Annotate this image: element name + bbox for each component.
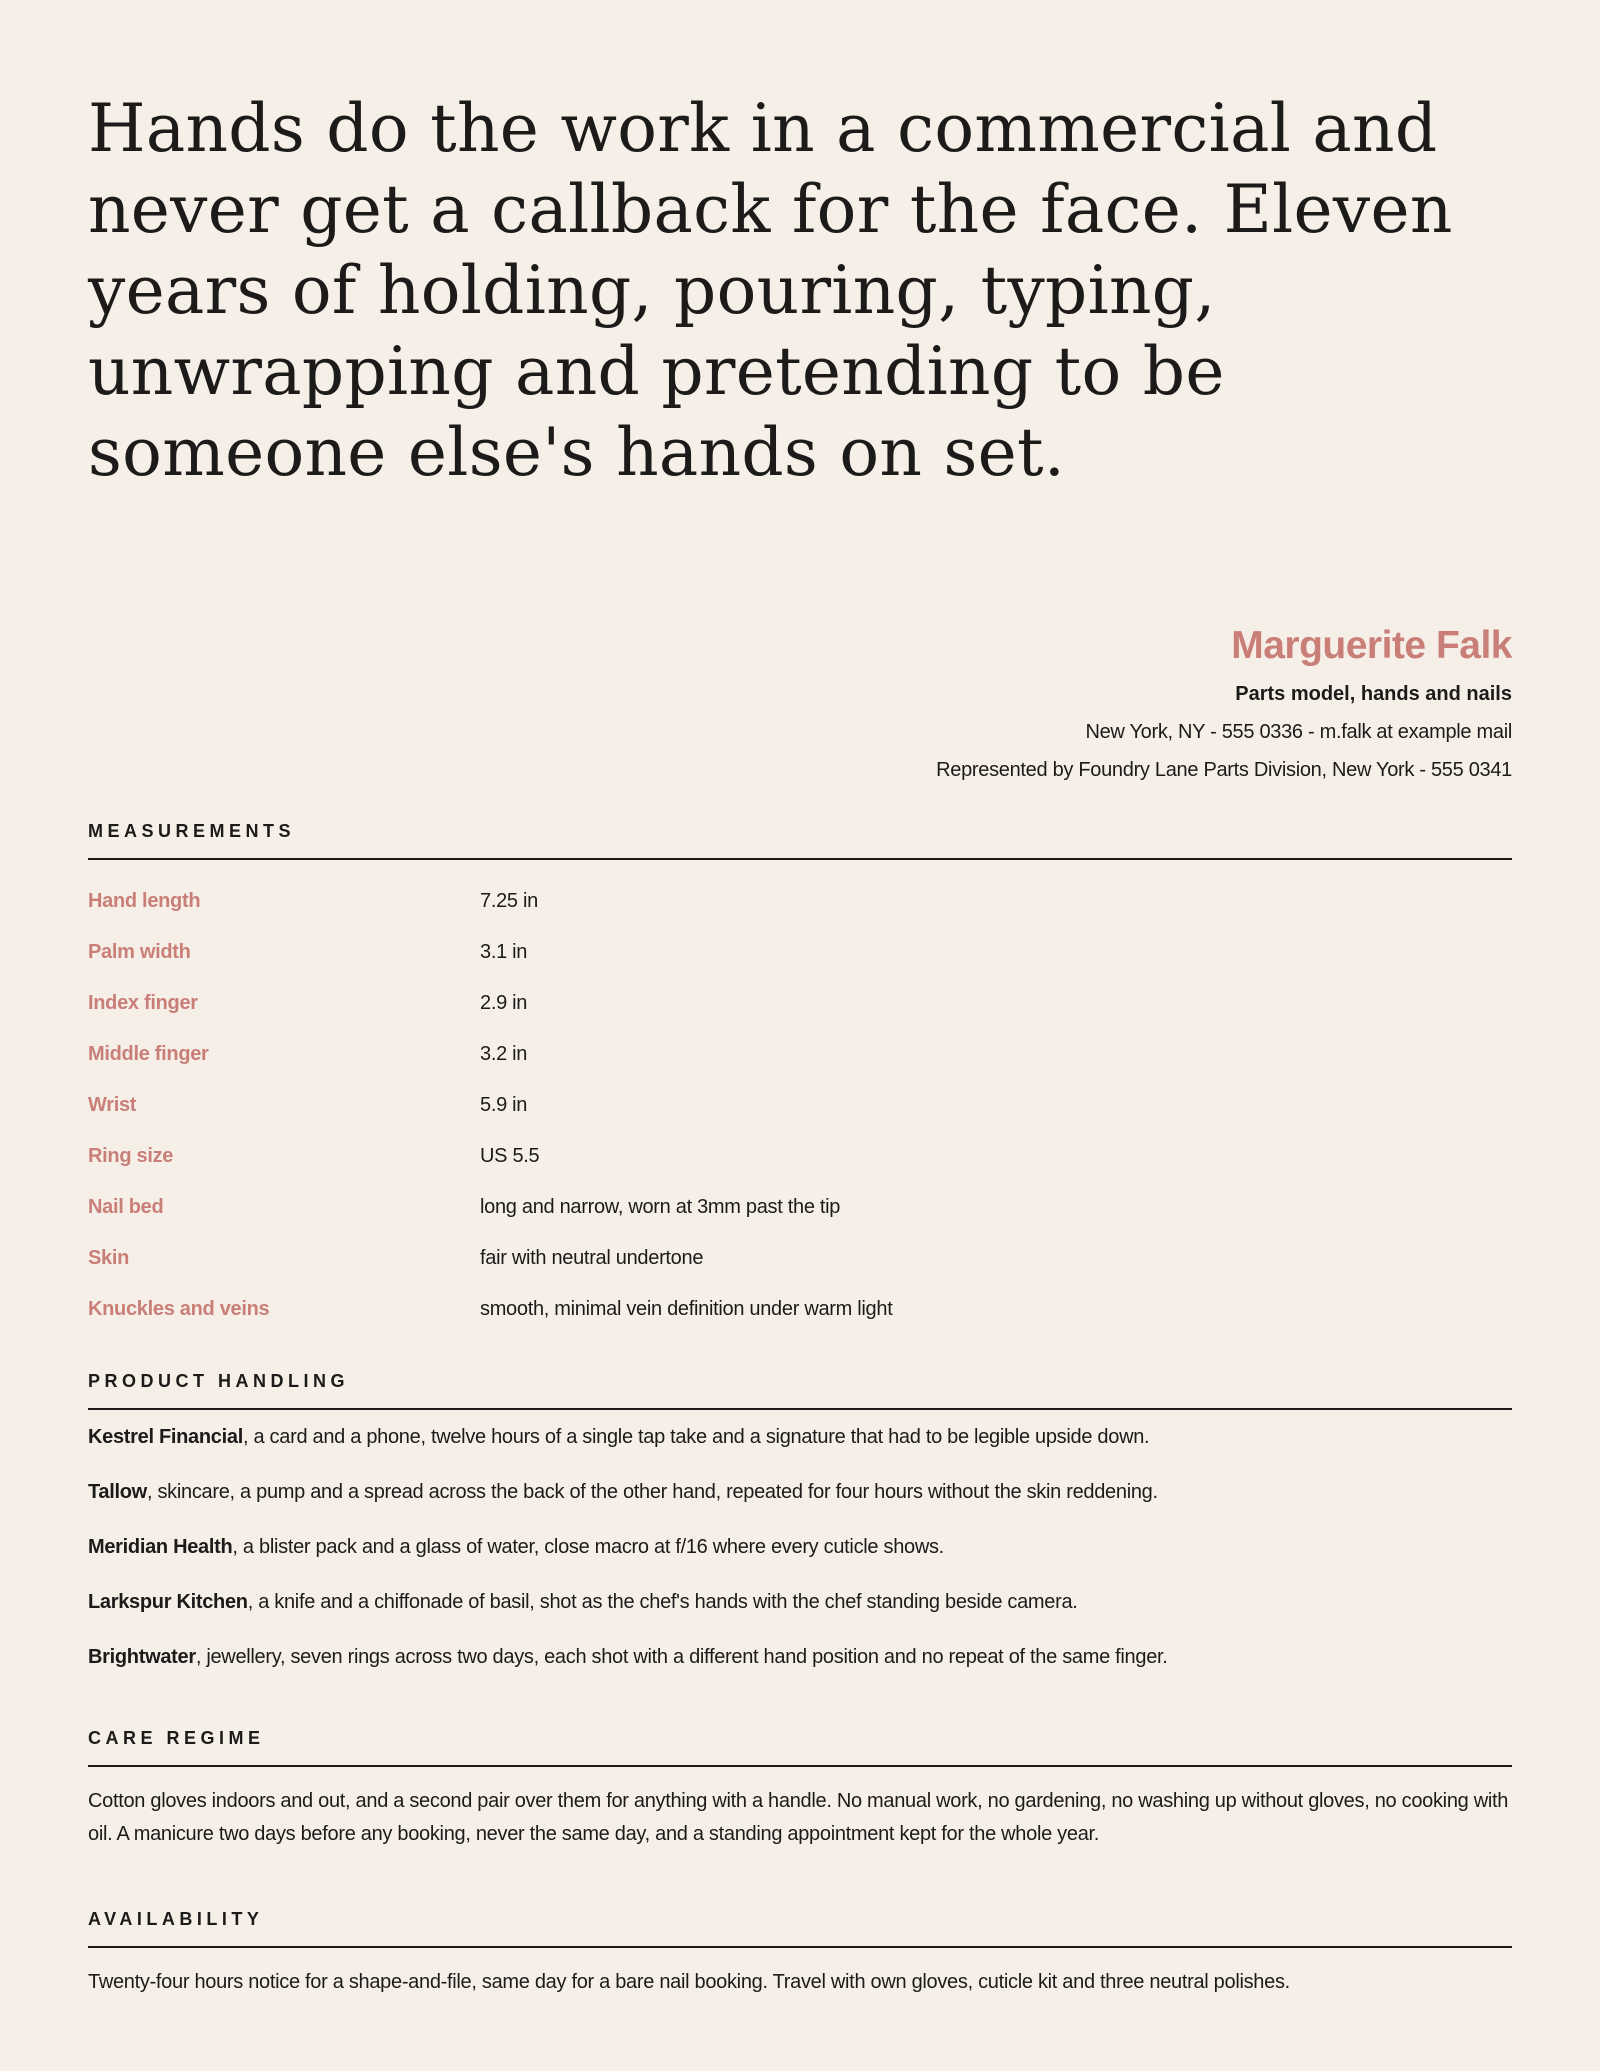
handling-brand: Meridian Health (88, 1536, 233, 1558)
measurement-row (88, 1029, 1512, 1080)
measurement-row (88, 1080, 1512, 1131)
availability-title: AVAILABILITY (88, 1909, 1512, 1948)
measurement-value: long and narrow, worn at 3mm past the tip (480, 1196, 841, 1218)
measurement-value: US 5.5 (480, 1145, 540, 1167)
measurements-table (88, 860, 1512, 1335)
handling-item (88, 1644, 1512, 1670)
handling-brand: Kestrel Financial (88, 1426, 243, 1448)
measurement-row (88, 978, 1512, 1029)
measurement-value: fair with neutral undertone (480, 1247, 704, 1269)
measurement-row (88, 1131, 1512, 1182)
availability-text: Twenty-four hours notice for a shape-and-file, same day for a bare nail booking. Travel with own gloves, cuticle kit and three neutral polishes. (88, 1971, 1290, 1993)
measurement-label: Knuckles and veins (88, 1298, 270, 1320)
measurement-label: Ring size (88, 1145, 174, 1167)
measurement-label: Index finger (88, 992, 198, 1014)
measurement-label: Skin (88, 1247, 130, 1269)
care-regime-section (88, 1728, 1512, 1851)
measurement-row (88, 876, 1512, 927)
measurement-label: Hand length (88, 890, 201, 912)
handling-item (88, 1534, 1512, 1560)
measurement-value: 2.9 in (480, 992, 528, 1014)
handling-text: , skincare, a pump and a spread across the back of the other hand, repeated for four hours without the skin reddening. (146, 1481, 1158, 1503)
headline: Hands do the work in a commercial and never get a callback for the face. Eleven years of holding, pouring, typing, unwrapping and pretending to be someone else's hands on set. (88, 90, 1453, 491)
product-handling-list (88, 1410, 1512, 1670)
contact-block (88, 623, 1512, 783)
measurement-label: Wrist (88, 1094, 137, 1116)
handling-text: , jewellery, seven rings across two days, each shot with a different hand position and no repeat of the same finger. (195, 1646, 1168, 1668)
measurement-label: Middle finger (88, 1043, 209, 1065)
measurement-value: 3.2 in (480, 1043, 528, 1065)
measurement-row (88, 1284, 1512, 1335)
handling-text: , a blister pack and a glass of water, close macro at f/16 where every cuticle shows. (232, 1536, 944, 1558)
measurement-row (88, 1182, 1512, 1233)
care-regime-title: CARE REGIME (88, 1728, 1512, 1767)
measurement-value: 3.1 in (480, 941, 528, 963)
handling-item (88, 1589, 1512, 1615)
model-role: Parts model, hands and nails (1235, 683, 1512, 705)
product-handling-title: PRODUCT HANDLING (88, 1371, 1512, 1410)
measurement-row (88, 1233, 1512, 1284)
handling-text: , a knife and a chiffonade of basil, shot as the chef's hands with the chef standing beside camera. (247, 1591, 1078, 1613)
agency-line: Represented by Foundry Lane Parts Division, New York - 555 0341 (936, 759, 1512, 781)
measurements-section (88, 821, 1512, 1335)
location-line: New York, NY - 555 0336 - m.falk at example mail (1085, 721, 1512, 743)
handling-brand: Tallow (88, 1481, 147, 1503)
availability-section (88, 1909, 1512, 1999)
measurement-label: Palm width (88, 941, 191, 963)
measurement-label: Nail bed (88, 1196, 164, 1218)
measurement-row (88, 927, 1512, 978)
handling-text: , a card and a phone, twelve hours of a single tap take and a signature that had to be legible upside down. (242, 1426, 1150, 1448)
handling-brand: Brightwater (88, 1646, 196, 1668)
handling-item (88, 1479, 1512, 1505)
handling-brand: Larkspur Kitchen (88, 1591, 248, 1613)
product-handling-section (88, 1371, 1512, 1670)
model-name: Marguerite Falk (1231, 624, 1512, 667)
measurement-value: 7.25 in (480, 890, 538, 912)
care-regime-text: Cotton gloves indoors and out, and a second pair over them for anything with a handle. No manual work, no gardening, no washing up without gloves, no cooking with oil. A manicure two days before any booking, never the same day, and a standing appointment kept for the whole year. (88, 1790, 1509, 1845)
measurements-title: MEASUREMENTS (88, 821, 1512, 860)
measurement-value: smooth, minimal vein definition under warm light (480, 1298, 893, 1320)
measurement-value: 5.9 in (480, 1094, 528, 1116)
handling-item (88, 1424, 1512, 1450)
